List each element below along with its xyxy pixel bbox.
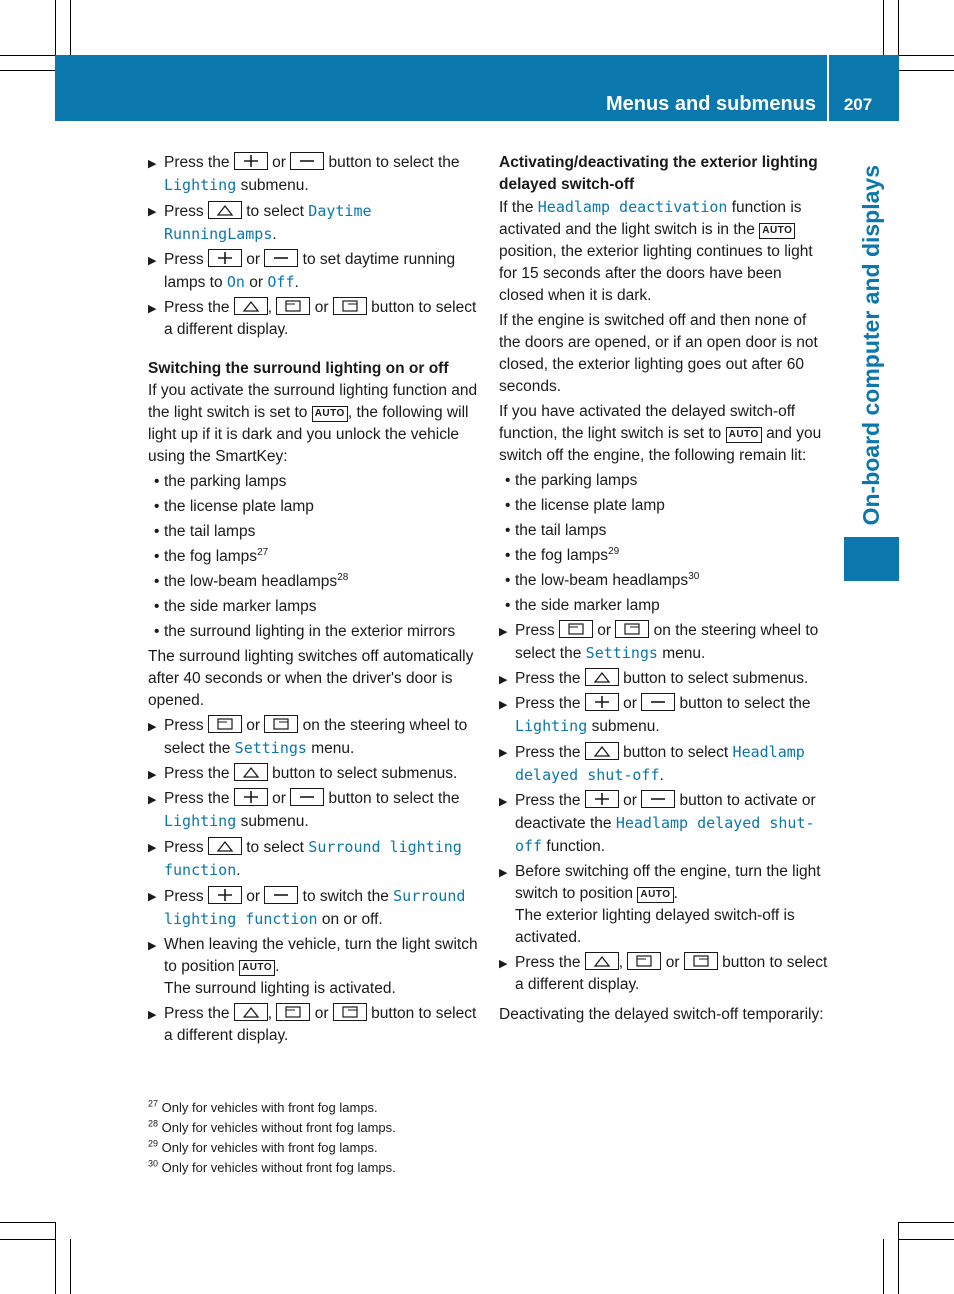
crop-mark [70, 0, 71, 55]
paragraph-text: position, the exterior lighting continues to light for 15 seconds after the doors have been closed when it is dark. [499, 243, 813, 304]
instruction-step [499, 668, 829, 690]
plus-button-icon [234, 788, 268, 806]
list-item: • the tail lamps [505, 522, 607, 539]
step-arrow-icon: ▶ [148, 842, 157, 854]
instruction-step [148, 715, 478, 760]
crop-mark [0, 1239, 55, 1240]
step-text: or [272, 790, 286, 807]
list-item-text: the license plate lamp [515, 497, 665, 514]
list-item-text: the license plate lamp [164, 498, 314, 515]
list-item: • the parking lamps [154, 473, 287, 490]
menu-term: Surround lighting function [164, 887, 466, 928]
step-text: Press the [515, 695, 581, 712]
footnote-text: Only for vehicles with front fog lamps. [161, 1140, 378, 1155]
footnote [148, 1098, 548, 1118]
menu-term: Headlamp deactivation [537, 198, 728, 216]
step-text: . [673, 885, 678, 902]
step-arrow-icon: ▶ [148, 891, 157, 903]
step-text: Press [515, 622, 555, 639]
step-text: button to select submenus. [623, 670, 809, 687]
instruction-step [148, 297, 478, 341]
paragraph-text: , the following will light up if it is dark and you unlock the vehicle using the SmartKey: [148, 404, 469, 465]
section-heading: Activating/deactivating the exterior lighting delayed switch-off [499, 154, 818, 193]
list-item: • the fog lamps$^{29}$ [505, 545, 620, 564]
step-text: or [246, 717, 261, 734]
plus-button-icon [208, 249, 242, 267]
step-arrow-icon: ▶ [499, 958, 508, 970]
step-arrow-icon: ▶ [499, 796, 508, 808]
step-text: . [294, 274, 299, 291]
crop-mark [0, 70, 55, 71]
step-text: or [665, 954, 680, 971]
step-text: on the steering wheel to select the [164, 717, 468, 757]
menu-term: Lamps [227, 225, 273, 243]
step-arrow-icon: ▶ [148, 940, 157, 952]
step-text: Press the [515, 954, 581, 971]
menu-term: Daytime Running [164, 202, 372, 243]
step-text: or [314, 1005, 329, 1022]
list-item-text: the fog lamps [515, 547, 609, 564]
up-button-icon [585, 668, 619, 686]
auto-switch-icon: AUTO [637, 887, 673, 903]
step-text: Press [164, 888, 204, 905]
list-item: • the side marker lamps [154, 598, 317, 615]
step-text: on the steering wheel to select the [515, 622, 819, 662]
list-item: • the side marker lamp [505, 597, 660, 614]
step-arrow-icon: ▶ [148, 206, 157, 218]
paragraph: If the engine is switched off and then none of the doors are opened, or if an open door is not closed, the exterior lighting goes out after 60 seconds. [499, 312, 818, 395]
instruction-step [148, 763, 478, 785]
crop-mark [0, 1222, 55, 1223]
step-arrow-icon: ▶ [148, 158, 157, 170]
side-tab-label: On-board computer and displays [857, 165, 884, 526]
step-text: Press the [515, 670, 581, 687]
phone-forward-button-icon [333, 297, 367, 315]
phone-back-button-icon [627, 952, 661, 970]
footnote-ref: 29 [608, 545, 620, 557]
step-text: or [246, 251, 261, 268]
step-text: Press the [164, 1005, 230, 1022]
instruction-step [148, 152, 478, 197]
up-button-icon [585, 742, 619, 760]
step-text: button to select a different display. [164, 1005, 477, 1044]
paragraph: Deactivating the delayed switch-off temporarily: [499, 1006, 824, 1023]
list-item-text: the parking lamps [164, 473, 287, 490]
step-text: Press the [164, 299, 230, 316]
step-text: . [659, 767, 664, 784]
side-tab-marker [844, 537, 899, 581]
step-text: . [275, 958, 280, 975]
footnote-number: 28 [148, 1118, 159, 1129]
paragraph [148, 380, 478, 468]
footnote-text: Only for vehicles without front fog lamps. [161, 1160, 396, 1175]
step-text: or [623, 792, 637, 809]
list-item-text: the low-beam headlamps [515, 572, 689, 589]
plus-button-icon [208, 886, 242, 904]
step-text: Press the [515, 744, 581, 761]
phone-back-button-icon [559, 620, 593, 638]
step-text: or [249, 274, 264, 291]
auto-switch-icon: AUTO [312, 406, 348, 422]
step-text: button to select the [679, 695, 811, 712]
instruction-step [148, 200, 478, 246]
phone-back-button-icon [276, 297, 310, 315]
step-text: button to select the [328, 154, 460, 171]
list-item: • the fog lamps$^{27}$ [154, 546, 269, 565]
step-text: menu. [311, 740, 355, 757]
step-text: function. [546, 838, 606, 855]
up-button-icon [234, 297, 268, 315]
crop-mark [899, 70, 954, 71]
menu-term: Settings [234, 739, 307, 757]
paragraph: The surround lighting switches off automatically after 40 seconds or when the driver's door is opened. [148, 648, 474, 709]
step-text: or [246, 888, 261, 905]
paragraph-text: and you switch off the engine, the following remain lit: [499, 425, 822, 464]
paragraph-text: function is activated and the light switch is in the [499, 199, 802, 238]
footnote [148, 1158, 548, 1178]
step-arrow-icon: ▶ [499, 747, 508, 759]
auto-switch-icon: AUTO [759, 223, 795, 239]
phone-forward-button-icon [615, 620, 649, 638]
step-text: , [267, 1005, 273, 1022]
list-item-text: the tail lamps [164, 523, 256, 540]
list-item-text: the tail lamps [515, 522, 607, 539]
menu-term: Lighting [164, 176, 237, 194]
step-text: , [618, 954, 624, 971]
instruction-step [499, 693, 829, 738]
step-text: to select [246, 203, 304, 220]
paragraph-text: If you activate the surround lighting function and the light switch is set to [148, 382, 478, 421]
list-item: • the low-beam headlamps$^{28}$ [154, 571, 349, 590]
up-button-icon [234, 1003, 268, 1021]
instruction-step [499, 861, 829, 949]
instruction-step [148, 249, 478, 294]
side-tab [842, 121, 899, 525]
up-button-icon [208, 201, 242, 219]
instruction-step [148, 1003, 478, 1047]
instruction-step [499, 620, 829, 665]
auto-switch-icon: AUTO [726, 427, 762, 443]
minus-button-icon [641, 790, 675, 808]
step-text: Press the [164, 765, 230, 782]
step-text: Before switching off the engine, turn the light switch to position [515, 863, 821, 902]
step-text: to select [246, 839, 304, 856]
crop-mark [899, 55, 954, 56]
section-heading: Switching the surround lighting on or off [148, 360, 449, 377]
step-text: Press the [164, 154, 230, 171]
plus-button-icon [234, 152, 268, 170]
step-text: button to select the [328, 790, 460, 807]
step-text: to switch the [302, 888, 389, 905]
crop-mark [899, 1239, 954, 1240]
crop-mark [0, 55, 55, 56]
phone-forward-button-icon [264, 715, 298, 733]
step-text: , [267, 299, 273, 316]
step-text: submenu. [591, 718, 660, 735]
step-text: button to select submenus. [272, 765, 458, 782]
minus-button-icon [290, 152, 324, 170]
instruction-step [148, 934, 478, 1000]
step-arrow-icon: ▶ [499, 626, 508, 638]
up-button-icon [208, 837, 242, 855]
up-button-icon [585, 952, 619, 970]
minus-button-icon [264, 886, 298, 904]
step-arrow-icon: ▶ [148, 721, 157, 733]
footnote-number: 27 [148, 1098, 159, 1109]
crop-mark [55, 0, 56, 55]
auto-switch-icon: AUTO [239, 960, 275, 976]
section-title: Menus and submenus [605, 93, 816, 115]
step-arrow-icon: ▶ [148, 769, 157, 781]
step-text: submenu. [240, 813, 309, 830]
menu-term: On [226, 273, 245, 291]
menu-term: Lighting [164, 812, 237, 830]
step-arrow-icon: ▶ [499, 674, 508, 686]
step-text: Press [164, 839, 204, 856]
step-text: button to select a different display. [515, 954, 828, 993]
step-text: Press [164, 251, 204, 268]
list-item: • the surround lighting in the exterior mirrors [154, 623, 456, 640]
step-text: to set daytime running lamps to [164, 251, 456, 291]
list-item-text: the parking lamps [515, 472, 638, 489]
right-column [499, 152, 829, 1029]
instruction-step [499, 952, 829, 996]
menu-term: Headlamp delayed shut-off [515, 743, 805, 784]
footnote-ref: 28 [337, 571, 349, 583]
paragraph-text: If the [499, 199, 534, 216]
step-text: button to activate or deactivate the [515, 792, 816, 832]
footnotes [148, 1098, 548, 1178]
instruction-step [148, 788, 478, 833]
phone-back-button-icon [276, 1003, 310, 1021]
list-item: • the license plate lamp [505, 497, 665, 514]
menu-term: Headlamp delayed shut-off [515, 814, 815, 855]
list-item-text: the fog lamps [164, 548, 258, 565]
step-text: . [272, 226, 277, 243]
step-text: button to select a different display. [164, 299, 477, 338]
plus-button-icon [585, 693, 619, 711]
footnote-ref: 30 [688, 570, 700, 582]
step-text: Press [164, 203, 204, 220]
step-text: or [623, 695, 637, 712]
step-text: Press the [164, 790, 230, 807]
list-item-text: the side marker lamps [164, 598, 317, 615]
phone-forward-button-icon [333, 1003, 367, 1021]
crop-mark [898, 0, 899, 55]
step-text: . [236, 862, 241, 879]
instruction-step [499, 741, 829, 787]
step-arrow-icon: ▶ [148, 1009, 157, 1021]
crop-mark [883, 1239, 884, 1294]
crop-mark [883, 0, 884, 55]
footnote-text: Only for vehicles without front fog lamps. [161, 1120, 396, 1135]
plus-button-icon [585, 790, 619, 808]
footnote-ref: 27 [257, 546, 269, 558]
paragraph-text: If you have activated the delayed switch-off function, the light switch is set to [499, 403, 796, 442]
instruction-step [148, 836, 478, 882]
minus-button-icon [290, 788, 324, 806]
menu-term: Settings [585, 644, 658, 662]
step-text: or [272, 154, 286, 171]
phone-forward-button-icon [684, 952, 718, 970]
step-result: The surround lighting is activated. [164, 980, 396, 997]
step-arrow-icon: ▶ [148, 303, 157, 315]
footnote-number: 29 [148, 1138, 159, 1149]
menu-term: Off [267, 273, 295, 291]
list-item: • the low-beam headlamps$^{30}$ [505, 570, 700, 589]
list-item-text: the side marker lamp [515, 597, 660, 614]
step-text: button to select [623, 744, 729, 761]
left-column [148, 152, 478, 1050]
menu-term: Surround lighting function [164, 838, 462, 879]
header-divider [827, 55, 829, 121]
step-result: The exterior lighting delayed switch-off is activated. [515, 907, 795, 946]
step-text: Press [164, 717, 204, 734]
minus-button-icon [641, 693, 675, 711]
footnote-number: 30 [148, 1158, 159, 1169]
step-text: submenu. [240, 177, 309, 194]
footnote [148, 1118, 548, 1138]
instruction-step [499, 790, 829, 858]
crop-mark [70, 1239, 71, 1294]
up-button-icon [234, 763, 268, 781]
list-item: • the tail lamps [154, 523, 256, 540]
step-arrow-icon: ▶ [499, 699, 508, 711]
step-text: When leaving the vehicle, turn the light switch to position [164, 936, 478, 975]
step-arrow-icon: ▶ [148, 255, 157, 267]
instruction-step [148, 885, 478, 931]
list-item: • the parking lamps [505, 472, 638, 489]
step-text: on or off. [321, 911, 383, 928]
step-text: or [314, 299, 329, 316]
step-text: menu. [662, 645, 706, 662]
page-number: 207 [843, 95, 873, 114]
step-arrow-icon: ▶ [148, 794, 157, 806]
step-text: Press the [515, 792, 581, 809]
crop-mark [898, 1222, 899, 1294]
paragraph [499, 401, 829, 467]
step-arrow-icon: ▶ [499, 867, 508, 879]
crop-mark [55, 1222, 56, 1294]
step-text: or [597, 622, 612, 639]
list-item: • the license plate lamp [154, 498, 314, 515]
list-item-text: the surround lighting in the exterior mirrors [164, 623, 456, 640]
crop-mark [899, 1222, 954, 1223]
paragraph [499, 196, 829, 307]
menu-term: Lighting [515, 717, 588, 735]
phone-back-button-icon [208, 715, 242, 733]
footnote-text: Only for vehicles with front fog lamps. [161, 1100, 378, 1115]
minus-button-icon [264, 249, 298, 267]
footnote [148, 1138, 548, 1158]
list-item-text: the low-beam headlamps [164, 573, 338, 590]
